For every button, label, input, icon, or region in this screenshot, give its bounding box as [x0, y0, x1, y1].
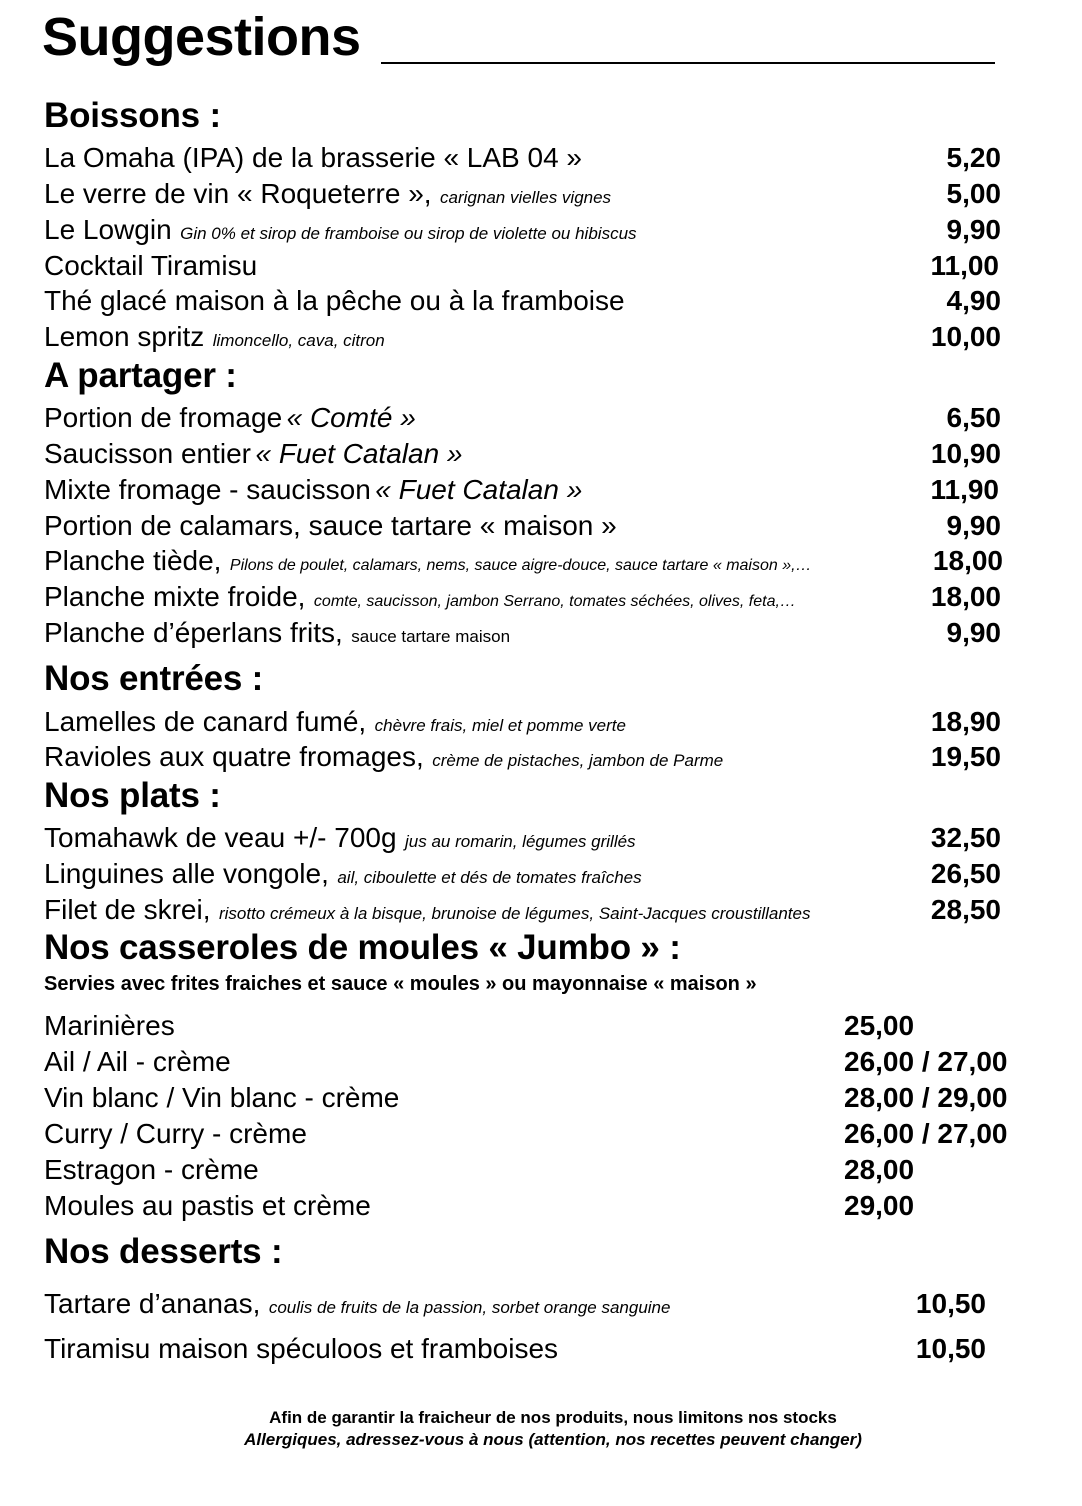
item-name: Ail / Ail - crème	[44, 1046, 231, 1077]
item-description: Pilons de poulet, calamars, nems, sauce aigre-douce, sauce tartare « maison »,…	[229, 557, 812, 574]
menu-item	[44, 1332, 986, 1366]
item-description: limoncello, cava, citron	[212, 331, 385, 350]
item-name: Thé glacé maison à la pêche ou à la framboise	[44, 285, 625, 316]
menu-item	[44, 740, 1001, 774]
item-name: La Omaha (IPA) de la brasserie « LAB 04 »	[44, 142, 582, 173]
menu-item	[44, 284, 1001, 318]
item-name: Cocktail Tiramisu	[44, 250, 258, 281]
item-price: 4,90	[946, 285, 1001, 316]
item-name: Marinières	[44, 1010, 175, 1041]
item-name: Le verre de vin « Roqueterre »,	[44, 178, 432, 209]
item-description: jus au romarin, légumes grillés	[405, 832, 636, 851]
menu-item	[44, 1081, 1024, 1115]
item-description: crème de pistaches, jambon de Parme	[432, 751, 724, 770]
menu-item	[44, 437, 1001, 471]
item-name: Lemon spritz	[44, 321, 205, 352]
item-price: 26,00 / 27,00	[844, 1046, 1008, 1077]
item-name: Moules au pastis et crème	[44, 1190, 371, 1221]
item-description: ail, ciboulette et dés de tomates fraîches	[337, 868, 642, 887]
footer-line-allergy: Allergiques, adressez-vous à nous (attention, nos recettes peuvent changer)	[244, 1430, 862, 1449]
item-name: Le Lowgin	[44, 214, 172, 245]
menu-item	[44, 821, 1001, 855]
item-name: Planche d’éperlans frits,	[44, 617, 343, 648]
item-description: risotto crémeux à la bisque, brunoise de légumes, Saint-Jacques croustillantes	[218, 904, 811, 923]
menu-item	[44, 1045, 1024, 1079]
item-price: 18,90	[930, 706, 1001, 737]
item-name: Portion de calamars, sauce tartare « maison »	[44, 510, 617, 541]
item-price: 6,50	[946, 402, 1001, 433]
section-heading-plats: Nos plats :	[44, 776, 221, 815]
menu-item	[44, 544, 1003, 578]
menu-item	[44, 177, 1001, 211]
item-name-italic: « Comté »	[286, 402, 416, 433]
item-description: Gin 0% et sirop de framboise ou sirop de violette ou hibiscus	[180, 224, 637, 243]
item-price: 9,90	[946, 617, 1001, 648]
item-name-italic: « Fuet Catalan »	[255, 438, 463, 469]
item-name: Linguines alle vongole,	[44, 858, 329, 889]
item-name: Planche tiède,	[44, 545, 222, 576]
item-name: Portion de fromage	[44, 402, 283, 433]
menu-item	[44, 1153, 1024, 1187]
item-price: 10,50	[915, 1333, 986, 1364]
menu-item	[44, 213, 1001, 247]
item-name: Tartare d’ananas,	[44, 1288, 261, 1319]
item-price: 28,50	[930, 894, 1001, 925]
item-name: Vin blanc / Vin blanc - crème	[44, 1082, 400, 1113]
section-heading-partager: A partager :	[44, 356, 237, 395]
section-heading-moules: Nos casseroles de moules « Jumbo » :	[44, 928, 681, 967]
menu-item	[44, 249, 999, 283]
item-name: Tomahawk de veau +/- 700g	[44, 822, 397, 853]
item-description: coulis de fruits de la passion, sorbet orange sanguine	[268, 1298, 671, 1317]
item-price: 10,00	[930, 321, 1001, 352]
footer-line-stock: Afin de garantir la fraicheur de nos produits, nous limitons nos stocks	[269, 1408, 837, 1427]
item-name: Planche mixte froide,	[44, 581, 306, 612]
menu-item	[44, 1009, 1024, 1043]
item-price: 10,50	[915, 1288, 986, 1319]
item-name: Lamelles de canard fumé,	[44, 706, 367, 737]
item-price: 25,00	[844, 1010, 915, 1041]
menu-item	[44, 401, 1001, 435]
item-name: Curry / Curry - crème	[44, 1118, 307, 1149]
page-title: Suggestions	[42, 7, 361, 67]
item-description: sauce tartare maison	[351, 627, 511, 646]
title-underline	[381, 62, 995, 64]
item-price: 9,90	[946, 510, 1001, 541]
item-price: 10,90	[930, 438, 1001, 469]
menu-item	[44, 1287, 986, 1321]
item-price: 5,20	[946, 142, 1001, 173]
item-price: 19,50	[930, 741, 1001, 772]
menu-item	[44, 473, 999, 507]
item-price: 29,00	[844, 1190, 915, 1221]
section-heading-entrees: Nos entrées :	[44, 659, 264, 698]
section-heading-desserts: Nos desserts :	[44, 1232, 283, 1271]
item-name: Filet de skrei,	[44, 894, 211, 925]
item-price: 18,00	[932, 545, 1003, 576]
item-name: Tiramisu maison spéculoos et framboises	[44, 1333, 559, 1364]
menu-item	[44, 1189, 1024, 1223]
item-price: 11,00	[930, 250, 999, 281]
item-price: 28,00	[844, 1154, 915, 1185]
item-price: 11,90	[930, 474, 999, 505]
section-note-moules: Servies avec frites fraiches et sauce « moules » ou mayonnaise « maison »	[44, 973, 757, 995]
section-heading-boissons: Boissons :	[44, 96, 221, 135]
menu-item	[44, 509, 1001, 543]
item-price: 18,00	[930, 581, 1001, 612]
footer-note	[12, 1407, 1082, 1451]
menu-item	[44, 893, 1001, 927]
menu-item	[44, 1117, 1024, 1151]
item-name: Saucisson entier	[44, 438, 252, 469]
item-price: 32,50	[930, 822, 1001, 853]
item-name: Ravioles aux quatre fromages,	[44, 741, 424, 772]
menu-item	[44, 857, 1001, 891]
menu-item	[44, 141, 1001, 175]
item-description: chèvre frais, miel et pomme verte	[374, 716, 626, 735]
menu-item	[44, 320, 1001, 354]
item-name: Estragon - crème	[44, 1154, 259, 1185]
item-price: 28,00 / 29,00	[844, 1082, 1008, 1113]
menu-item	[44, 580, 1001, 614]
item-price: 26,00 / 27,00	[844, 1118, 1008, 1149]
item-description: carignan vielles vignes	[440, 188, 612, 207]
item-price: 9,90	[946, 214, 1001, 245]
item-price: 26,50	[930, 858, 1001, 889]
item-name-italic: « Fuet Catalan »	[375, 474, 583, 505]
item-description: comte, saucisson, jambon Serrano, tomates séchées, olives, feta,…	[313, 593, 796, 610]
item-name: Mixte fromage - saucisson	[44, 474, 371, 505]
menu-item	[44, 616, 1001, 650]
menu-item	[44, 705, 1001, 739]
item-price: 5,00	[946, 178, 1001, 209]
